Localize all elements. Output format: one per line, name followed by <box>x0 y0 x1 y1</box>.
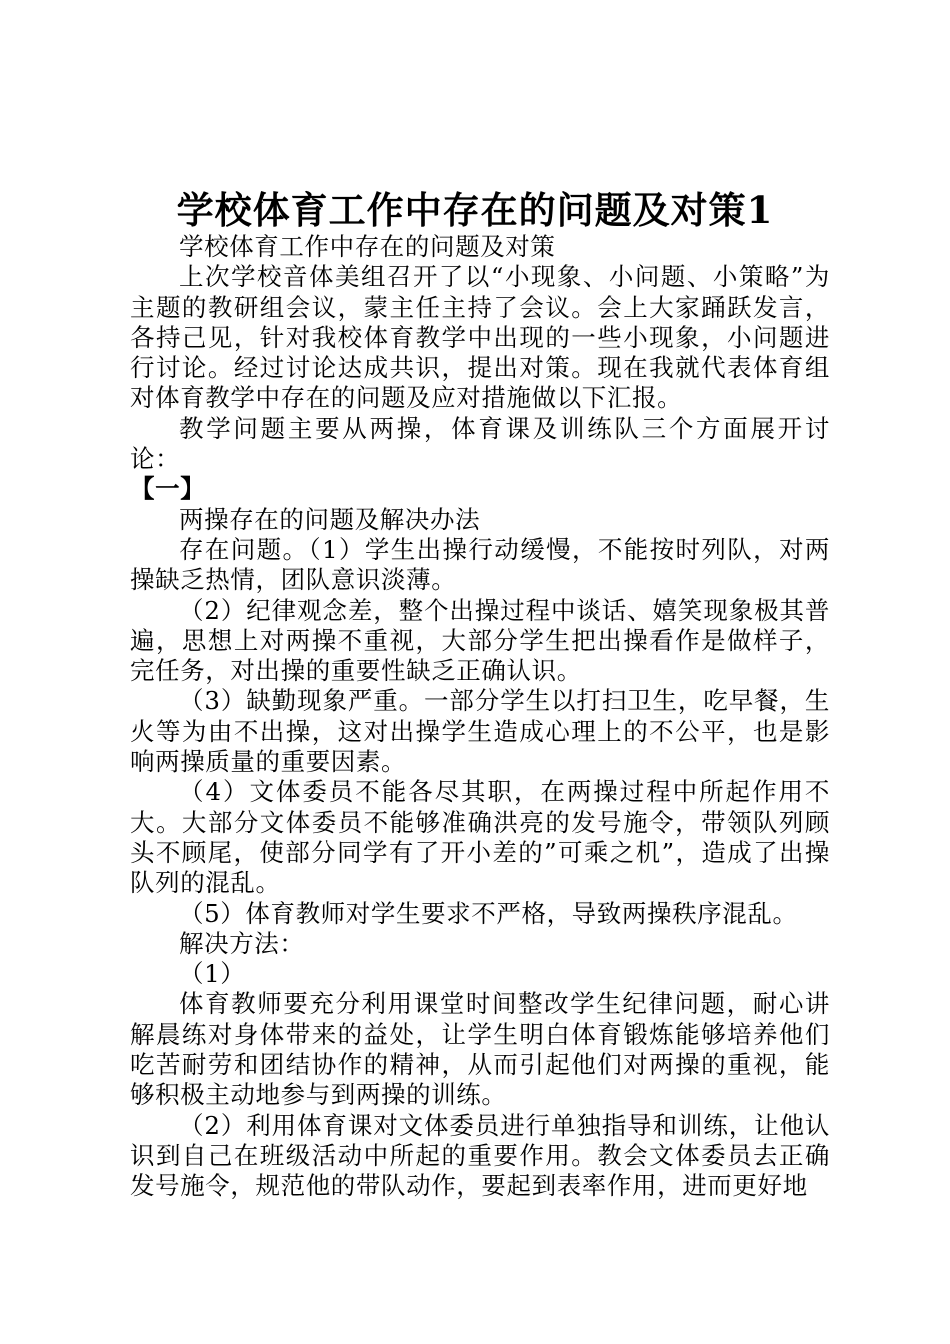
solution-1-number: （1） <box>179 959 246 989</box>
solution-1: 体育教师要充分利用课堂时间整改学生纪律问题，耐心讲解晨练对身体带来的益处，让学生明白体育锻炼能够培养他们吃苦耐劳和团结协作的精神，从而引起他们对两操的重视，能够积极主动地参与到两操的训练。 <box>130 989 830 1110</box>
problem-5: （5）体育教师对学生要求不严格，导致两操秩序混乱。 <box>179 898 798 928</box>
problem-2: （2）纪律观念差，整个出操过程中谈话、嬉笑现象极其普遍，思想上对两操不重视，大部分学生把出操看作是做样子，完任务，对出操的重要性缺乏正确认识。 <box>130 595 830 686</box>
document-title: 学校体育工作中存在的问题及对策1 <box>176 188 774 232</box>
solution-2: （2）利用体育课对文体委员进行单独指导和训练，让他认识到自己在班级活动中所起的重要作用。教会文体委员去正确发号施令，规范他的带队动作，要起到表率作用，进而更好地 <box>130 1110 830 1201</box>
paragraph-topics: 教学问题主要从两操，体育课及训练队三个方面展开讨论： <box>130 413 830 474</box>
problem-4: （4）文体委员不能各尽其职，在两操过程中所起作用不大。大部分文体委员不能够准确洪亮的发号施令，带领队列顾头不顾尾，使部分同学有了开小差的”可乘之机”，造成了出操队列的混乱。 <box>130 777 830 898</box>
paragraph-intro: 上次学校音体美组召开了以“小现象、小问题、小策略”为主题的教研组会议，蒙主任主持了会议。会上大家踊跃发言，各持己见，针对我校体育教学中出现的一些小现象，小问题进行讨论。经过讨论达成共识，提出对策。现在我就代表体育组对体育教学中存在的问题及应对措施做以下汇报。 <box>130 262 830 413</box>
section-heading: 两操存在的问题及解决办法 <box>179 504 481 534</box>
solutions-heading: 解决方法： <box>179 928 305 958</box>
problem-1: 存在问题。（1）学生出操行动缓慢，不能按时列队，对两操缺乏热情，团队意识淡薄。 <box>130 534 830 595</box>
paragraph-subtitle: 学校体育工作中存在的问题及对策 <box>179 232 556 261</box>
problem-3: （3）缺勤现象严重。一部分学生以打扫卫生，吃早餐，生火等为由不出操，这对出操学生造成心理上的不公平，也是影响两操质量的重要因素。 <box>130 686 830 777</box>
document-body <box>130 232 830 1202</box>
section-marker: 【一】 <box>130 474 206 504</box>
